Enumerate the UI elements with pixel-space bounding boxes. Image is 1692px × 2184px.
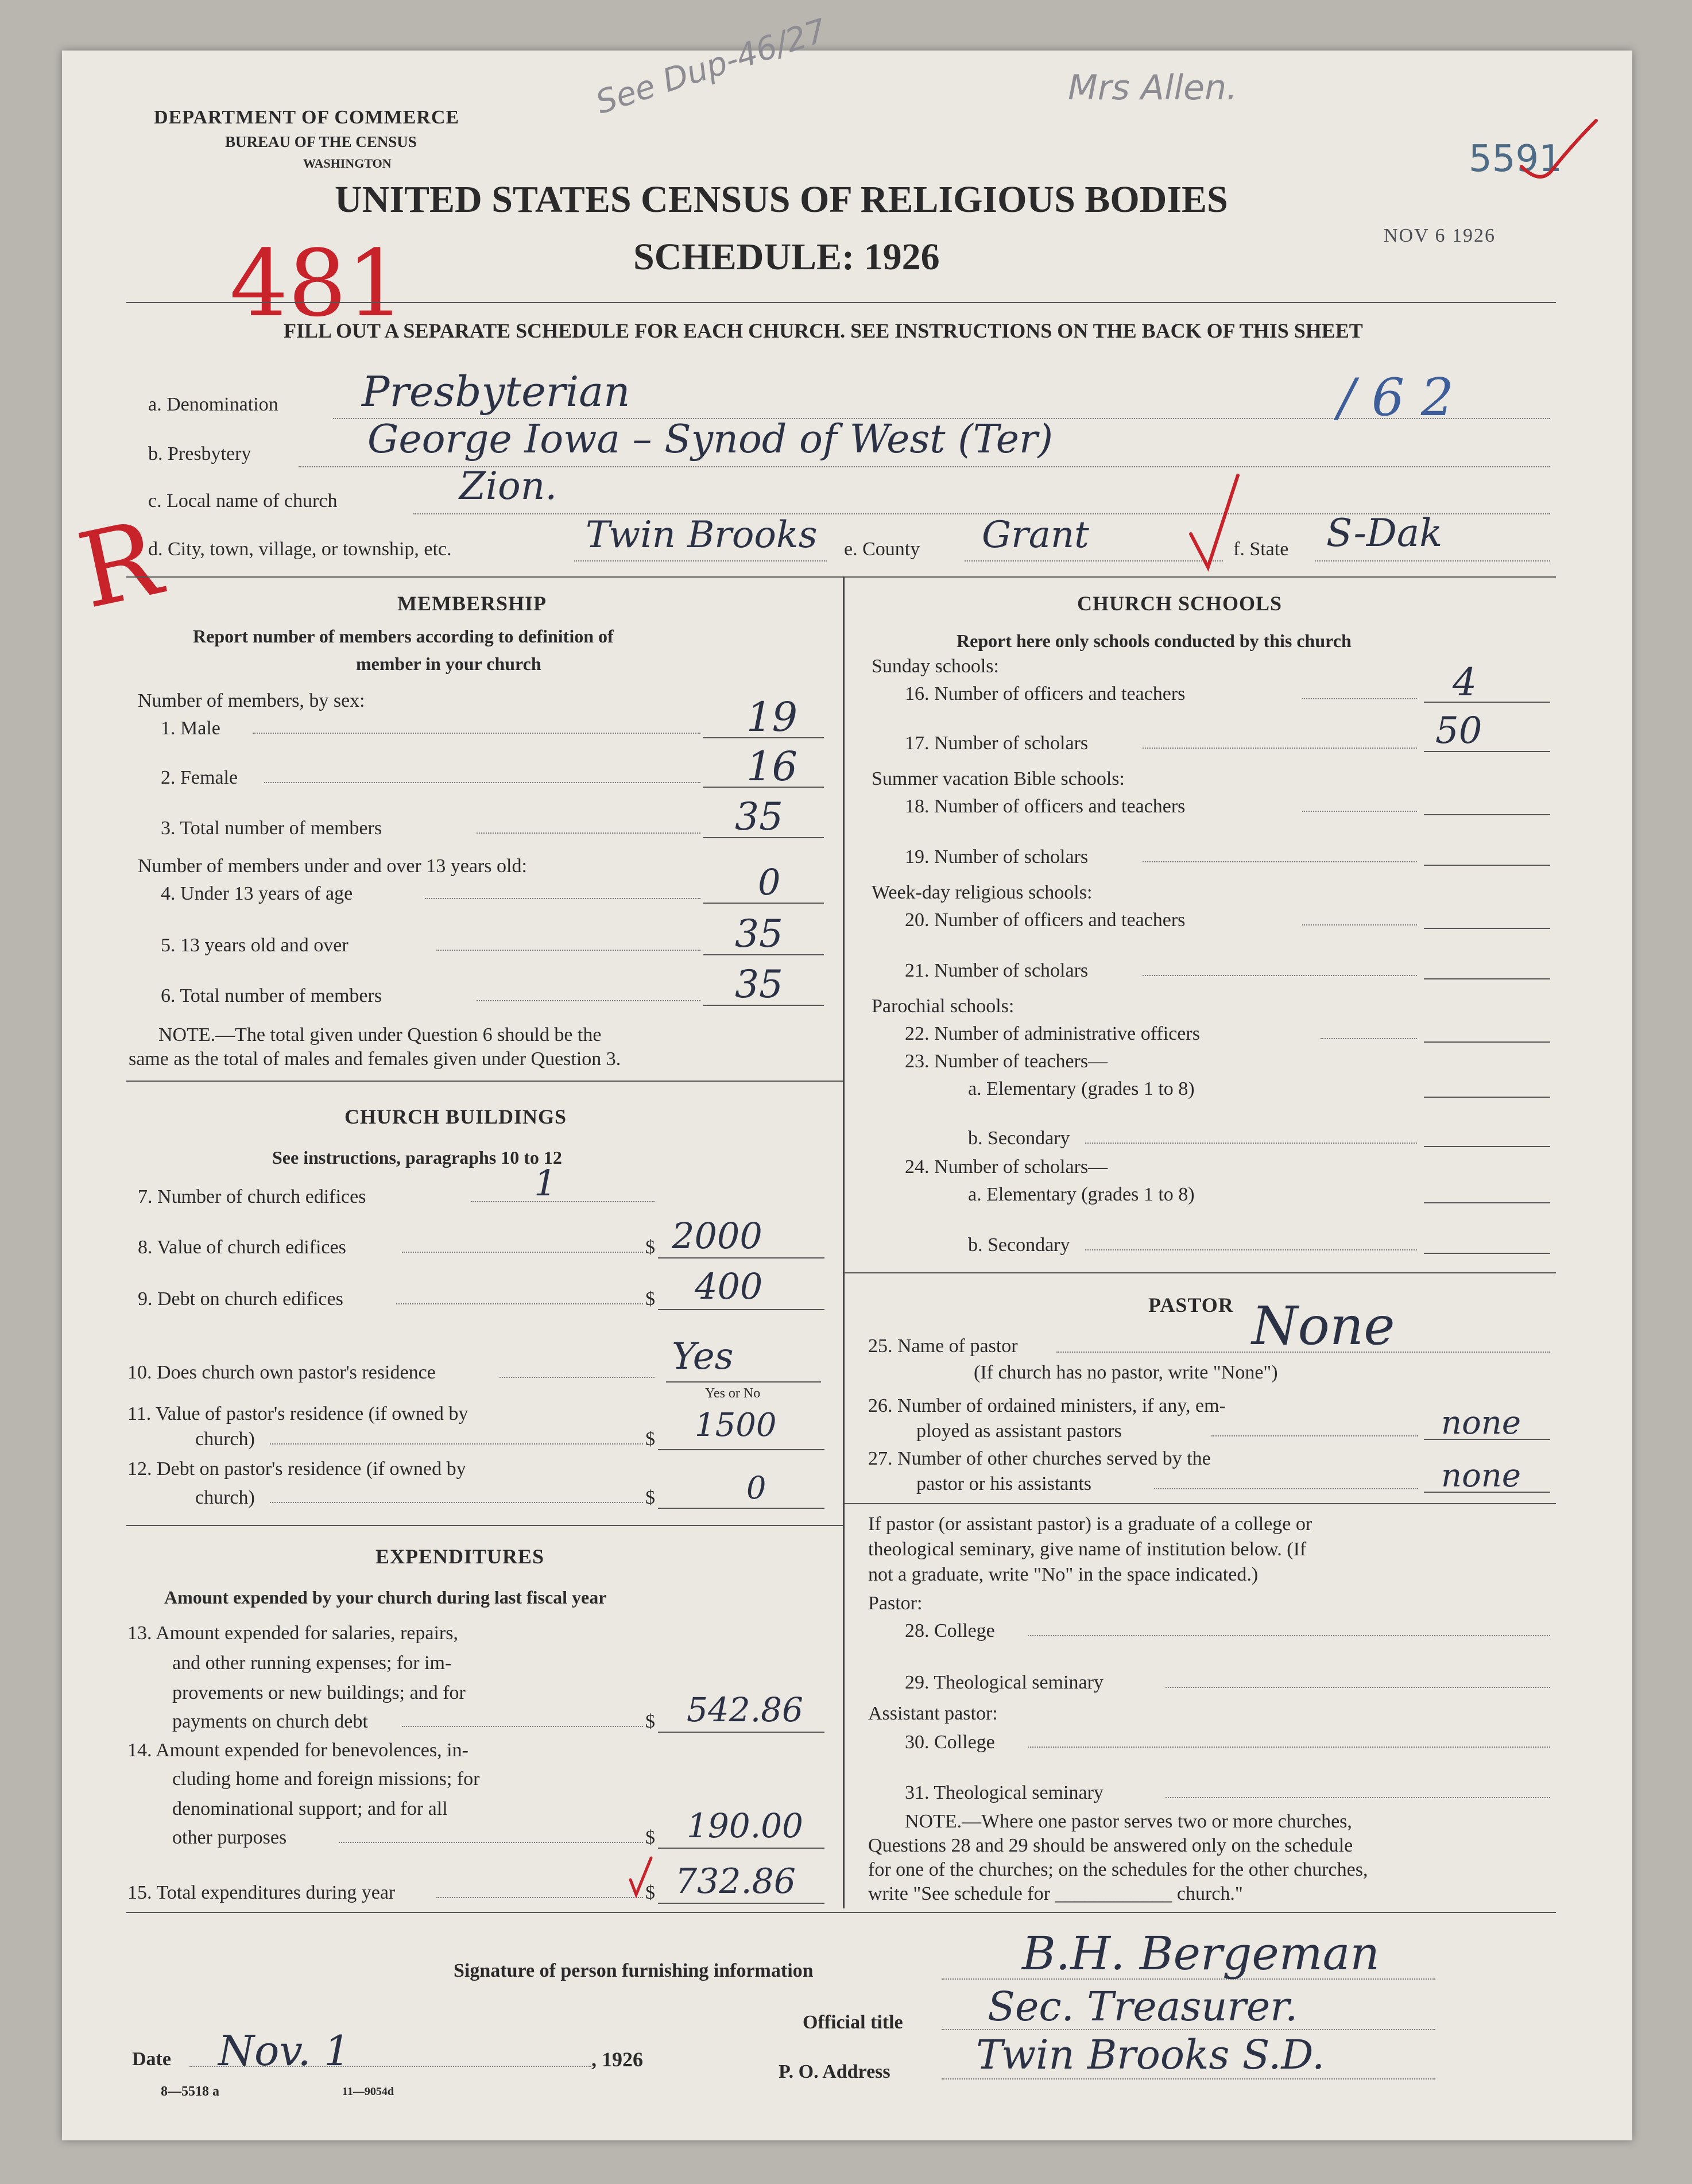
local-church-name-value: Zion. [459,464,557,508]
membership-note-1: NOTE.—The total given under Question 6 should be the [158,1024,602,1045]
po-address-value: Twin Brooks S.D. [976,2031,1325,2078]
q15-dollar-sign: $ [645,1882,655,1903]
weekday-schools-heading: Week-day religious schools: [872,882,1093,903]
q12-dollar-sign: $ [645,1487,655,1508]
pastor-note-4: write "See schedule for ____________ church." [868,1883,1243,1904]
form-title: UNITED STATES CENSUS OF RELIGIOUS BODIES [335,179,1228,220]
census-schedule-sheet [62,51,1632,2140]
official-title-value: Sec. Treasurer. [988,1983,1298,2030]
signature-label: Signature of person furnishing information [454,1960,814,1981]
q23b-label: b. Secondary [968,1128,1070,1149]
summer-schools-heading: Summer vacation Bible schools: [872,768,1125,789]
date-year: , 1926 [591,2048,643,2071]
q3-total-members-label: 3. Total number of members [161,818,382,839]
graduate-instruction-2: theological seminary, give name of institution below. (If [868,1539,1307,1560]
graduate-instruction-1: If pastor (or assistant pastor) is a graduate of a college or [868,1513,1312,1535]
red-tick-total [626,1854,655,1900]
q14-label-1: 14. Amount expended for benevolences, in- [127,1740,469,1761]
q1-male-value: 19 [746,694,798,741]
q5-13-and-over-label: 5. 13 years old and over [161,935,349,956]
q13-label-2: and other running expenses; for im- [172,1652,452,1674]
q17-value: 50 [1435,710,1482,752]
presbytery-label: b. Presbytery [148,443,251,464]
q14-label-2: cluding home and foreign missions; for [172,1768,480,1790]
official-title-label: Official title [803,2012,903,2033]
q9-dollar-sign: $ [645,1288,655,1310]
q13-label-4: payments on church debt [172,1711,368,1732]
q29-label: 29. Theological seminary [905,1672,1104,1693]
q22-label: 22. Number of administrative officers [905,1023,1200,1044]
q4-under-13-value: 0 [758,861,781,903]
denomination-value: Presbyterian [362,367,630,416]
q4-under-13-label: 4. Under 13 years of age [161,883,353,904]
pastor-note-2: Questions 28 and 29 should be answered only on the schedule [868,1835,1353,1856]
q2-female-label: 2. Female [161,767,238,788]
pencil-note-mrs-allen: Mrs Allen. [1068,68,1238,108]
po-address-label: P. O. Address [779,2061,890,2082]
assistant-pastor-subheading: Assistant pastor: [868,1703,998,1724]
q11-residence-value-label-1: 11. Value of pastor's residence (if owned by [127,1403,469,1424]
q11-residence-value-label-2: church) [195,1428,255,1450]
blue-handwritten-mark: / 6 2 [1338,367,1454,428]
q26-assistant-pastors-value: none [1441,1404,1521,1442]
sunday-schools-heading: Sunday schools: [872,656,999,677]
q16-value: 4 [1453,660,1477,704]
q27-other-churches-value: none [1441,1457,1521,1494]
graduate-instruction-3: not a graduate, write "No" in the space indicated.) [868,1564,1259,1585]
q15-total-label: 15. Total expenditures during year [127,1882,396,1903]
city-value: Twin Brooks [586,514,818,556]
q20-label: 20. Number of officers and teachers [905,909,1186,931]
q9-edifice-debt-label: 9. Debt on church edifices [138,1288,343,1310]
date-label: Date [132,2049,171,2070]
q21-label: 21. Number of scholars [905,960,1089,981]
q19-label: 19. Number of scholars [905,846,1089,868]
q12-residence-debt-label-2: church) [195,1487,255,1508]
q3-total-members-value: 35 [735,795,783,839]
q6-total-members-value: 35 [735,962,783,1006]
print-number: 11—9054d [342,2085,394,2098]
red-letter-mark: R [68,498,170,632]
q14-dollar-sign: $ [645,1827,655,1848]
q9-edifice-debt-value: 400 [695,1265,763,1307]
q13-label-3: provements or new buildings; and for [172,1682,466,1703]
q2-female-value: 16 [746,743,798,790]
q24b-label: b. Secondary [968,1234,1070,1256]
red-check-mark [1516,115,1602,189]
q26-label-2: ployed as assistant pastors [916,1420,1122,1442]
presbytery-value: George Iowa – Synod of West (Ter) [367,417,1054,462]
state-value: S-Dak [1326,511,1443,555]
church-schools-heading: CHURCH SCHOOLS [1077,592,1283,615]
parochial-schools-heading: Parochial schools: [872,996,1015,1017]
yes-or-no-hint: Yes or No [705,1386,761,1401]
q27-label-2: pastor or his assistants [916,1473,1092,1494]
church-schools-instruction: Report here only schools conducted by this church [957,630,1352,651]
church-buildings-heading: CHURCH BUILDINGS [344,1105,567,1128]
q7-edifices-label: 7. Number of church edifices [138,1186,366,1207]
q15-total-value: 732.86 [675,1861,796,1902]
received-stamp-date: NOV 6 1926 [1384,225,1496,246]
q1-male-label: 1. Male [161,718,220,739]
red-handwritten-number: 481 [230,230,405,337]
q5-13-and-over-value: 35 [735,912,783,956]
q17-label: 17. Number of scholars [905,733,1089,754]
members-by-sex-heading: Number of members, by sex: [138,690,365,711]
membership-instruction-2: member in your church [356,653,541,674]
q25-label: 25. Name of pastor [868,1335,1018,1357]
pastor-subheading: Pastor: [868,1593,923,1614]
state-label: f. State [1233,539,1289,560]
q7-edifices-value: 1 [534,1162,557,1204]
bureau-name: BUREAU OF THE CENSUS [225,133,417,150]
q26-label-1: 26. Number of ordained ministers, if any, em- [868,1395,1226,1416]
membership-instruction-1: Report number of members according to definition of [193,626,614,646]
q24-label: 24. Number of scholars— [905,1156,1108,1178]
q10-owns-residence-label: 10. Does church own pastor's residence [127,1362,436,1383]
q13-label-1: 13. Amount expended for salaries, repairs, [127,1622,458,1644]
q13-dollar-sign: $ [645,1711,655,1732]
q13-expenses-value: 542.86 [687,1690,803,1729]
q14-expenses-value: 190.00 [687,1806,803,1845]
form-instruction: FILL OUT A SEPARATE SCHEDULE FOR EACH CHURCH. SEE INSTRUCTIONS ON THE BACK OF THIS SHEET [284,319,1363,342]
q30-label: 30. College [905,1732,995,1753]
q25-note: (If church has no pastor, write "None") [974,1362,1278,1383]
pastor-note-3: for one of the churches; on the schedules for the other churches, [868,1859,1368,1880]
department-name: DEPARTMENT OF COMMERCE [154,107,460,128]
form-number: 8—5518 a [161,2084,219,2099]
q23a-label: a. Elementary (grades 1 to 8) [968,1078,1195,1099]
q28-label: 28. College [905,1620,995,1641]
age-heading: Number of members under and over 13 years old: [138,855,527,877]
form-subtitle: SCHEDULE: 1926 [633,236,940,278]
denomination-label: a. Denomination [148,394,278,415]
q18-label: 18. Number of officers and teachers [905,796,1186,817]
q25-pastor-name-value: None [1252,1295,1395,1357]
church-buildings-instruction: See instructions, paragraphs 10 to 12 [272,1147,562,1168]
q31-label: 31. Theological seminary [905,1782,1104,1803]
pencil-note-duplicate: See Dup-46/27 [591,11,831,122]
q27-label-1: 27. Number of other churches served by the [868,1448,1211,1469]
q12-residence-debt-label-1: 12. Debt on pastor's residence (if owned by [127,1458,466,1480]
bureau-city: WASHINGTON [303,156,392,171]
q10-owns-residence-value: Yes [672,1335,734,1378]
membership-note-2: same as the total of males and females given under Question 3. [129,1048,621,1070]
q14-label-4: other purposes [172,1827,287,1848]
q23-label: 23. Number of teachers— [905,1051,1108,1072]
expenditures-instruction: Amount expended by your church during last fiscal year [164,1587,607,1608]
q11-dollar-sign: $ [645,1428,655,1450]
date-value: Nov. 1 [218,2027,351,2075]
membership-heading: MEMBERSHIP [397,592,547,615]
local-church-name-label: c. Local name of church [148,490,338,512]
pastor-note-1: NOTE.—Where one pastor serves two or more churches, [905,1811,1352,1832]
q6-total-members-label: 6. Total number of members [161,985,382,1006]
received-stamp-number: 5591 [1469,138,1562,180]
q8-dollar-sign: $ [645,1237,655,1258]
q12-residence-debt-value: 0 [746,1470,766,1506]
county-value: Grant [982,514,1089,556]
pastor-heading: PASTOR [1148,1294,1234,1316]
q11-residence-value: 1500 [695,1407,777,1444]
q8-edifice-value-label: 8. Value of church edifices [138,1237,346,1258]
q8-edifice-value: 2000 [672,1215,762,1257]
q14-label-3: denominational support; and for all [172,1798,448,1819]
expenditures-heading: EXPENDITURES [375,1545,545,1568]
signature-value: B.H. Bergeman [1022,1927,1380,1980]
city-label: d. City, town, village, or township, etc. [148,539,452,560]
county-label: e. County [844,539,920,560]
q24a-label: a. Elementary (grades 1 to 8) [968,1184,1195,1205]
q16-label: 16. Number of officers and teachers [905,683,1186,704]
